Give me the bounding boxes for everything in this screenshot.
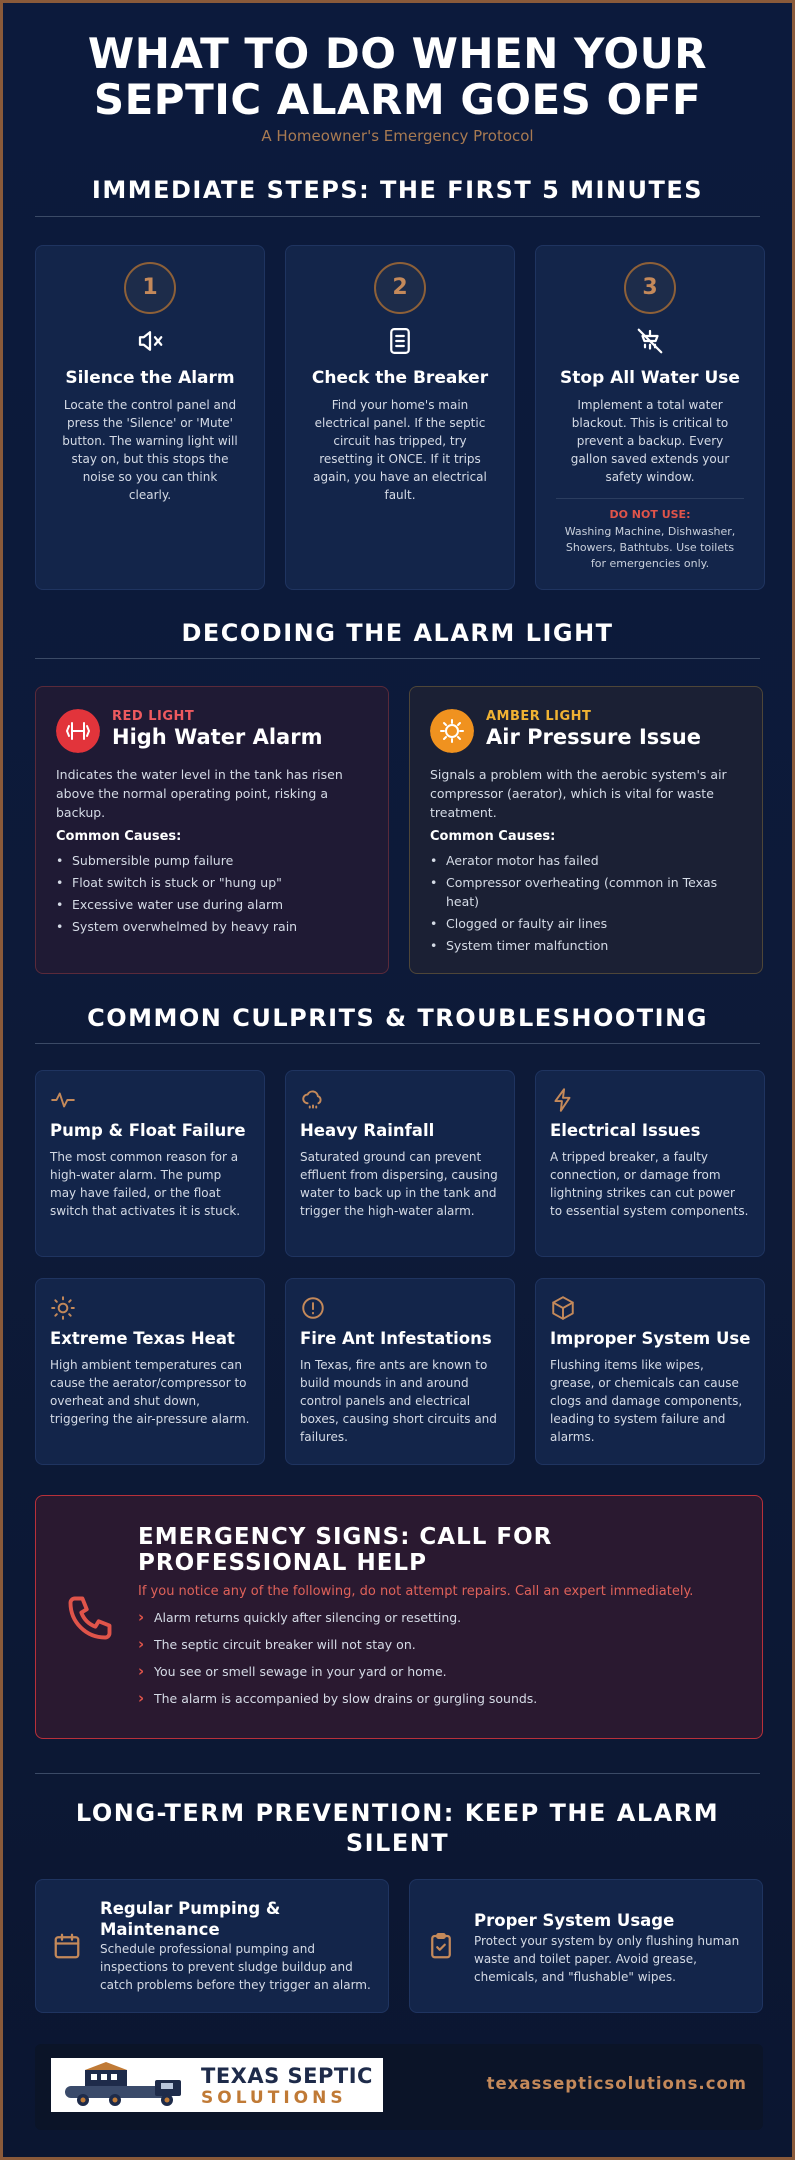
divider <box>35 658 760 659</box>
culprit-card <box>285 1278 515 1465</box>
box-icon <box>550 1295 576 1321</box>
speaker-mute-icon <box>135 326 165 356</box>
culprit-description: Saturated ground can prevent effluent from dispersing, causing water to back up in the tank and trigger the high-water alarm. <box>300 1150 498 1218</box>
causes-list <box>430 851 746 958</box>
culprit-description: Flushing items like wipes, grease, or chemicals can cause clogs and damage components, leading to system failure and alarms. <box>550 1358 743 1444</box>
step-number: 1 <box>124 262 176 314</box>
calendar-icon <box>52 1931 82 1961</box>
rain-cloud-icon <box>300 1087 326 1113</box>
company-logo <box>51 2058 383 2112</box>
emergency-subtitle: If you notice any of the following, do not attempt repairs. Call an expert immediately. <box>138 1584 694 1599</box>
phone-icon <box>64 1592 116 1644</box>
warning-text: Washing Machine, Dishwasher, Showers, Bathtubs. Use toilets for emergencies only. <box>564 525 736 570</box>
culprit-title: Fire Ant Infestations <box>300 1329 492 1348</box>
alert-circle-icon <box>300 1295 326 1321</box>
culprit-card <box>35 1070 265 1257</box>
step-card-1 <box>35 245 265 590</box>
culprit-title: Improper System Use <box>550 1329 751 1348</box>
logo-text-line1: TEXAS SEPTIC <box>201 2064 373 2088</box>
prevention-card <box>409 1879 763 2013</box>
step-card-3 <box>535 245 765 590</box>
list-item: • Clogged or faulty air lines <box>430 914 746 933</box>
causes-heading: Common Causes: <box>430 829 556 844</box>
list-item: › You see or smell sewage in your yard or home. <box>138 1664 537 1680</box>
step-number: 2 <box>374 262 426 314</box>
step-title: Silence the Alarm <box>65 368 235 388</box>
document-icon <box>385 326 415 356</box>
culprit-card <box>285 1070 515 1257</box>
pulse-icon <box>50 1087 76 1113</box>
list-item: › The alarm is accompanied by slow drains or gurgling sounds. <box>138 1691 537 1707</box>
footer <box>35 2044 763 2130</box>
page-title: WHAT TO DO WHEN YOUR SEPTIC ALARM GOES OFF <box>87 29 708 124</box>
list-item: • System overwhelmed by heavy rain <box>56 917 372 936</box>
no-water-icon <box>635 326 665 356</box>
list-item: • Excessive water use during alarm <box>56 895 372 914</box>
sun-icon <box>50 1295 76 1321</box>
emergency-panel <box>35 1495 763 1739</box>
causes-heading: Common Causes: <box>56 829 182 844</box>
culprits-heading: COMMON CULPRITS & TROUBLESHOOTING <box>87 1004 708 1032</box>
prevention-heading: LONG-TERM PREVENTION: KEEP THE ALARM SILENT <box>75 1799 720 1857</box>
alarm-kicker: AMBER LIGHT <box>486 709 592 724</box>
list-item: › Alarm returns quickly after silencing or resetting. <box>138 1610 537 1626</box>
list-item: • Aerator motor has failed <box>430 851 746 870</box>
culprit-description: A tripped breaker, a faulty connection, or damage from lightning strikes can cut power to essential system components. <box>550 1150 749 1218</box>
list-item: • System timer malfunction <box>430 936 746 955</box>
list-item: • Submersible pump failure <box>56 851 372 870</box>
step-number: 3 <box>624 262 676 314</box>
page-subtitle: A Homeowner's Emergency Protocol <box>261 127 534 145</box>
list-item: • Float switch is stuck or "hung up" <box>56 873 372 892</box>
prevention-description: Protect your system by only flushing human waste and toilet paper. Avoid grease, chemicals, and "flushable" wipes. <box>474 1934 740 1984</box>
septic-truck-logo-icon <box>55 2062 195 2108</box>
website-link[interactable]: texassepticsolutions.com <box>486 2074 747 2093</box>
lightning-icon <box>550 1087 576 1113</box>
warning-label: DO NOT USE: <box>609 508 691 521</box>
alarm-description: Signals a problem with the aerobic system's air compressor (aerator), which is vital for waste treatment. <box>430 767 727 820</box>
step-description: Find your home's main electrical panel. If the septic circuit has tripped, try resetting it ONCE. If it trips again, you have an electrical fault. <box>313 398 487 502</box>
divider <box>35 1043 760 1044</box>
step-title: Check the Breaker <box>311 368 489 388</box>
prevention-title: Proper System Usage <box>474 1911 675 1930</box>
red-alarm-icon <box>56 709 100 753</box>
emergency-title: EMERGENCY SIGNS: CALL FOR PROFESSIONAL HELP <box>138 1524 553 1576</box>
amber-alarm-icon <box>430 709 474 753</box>
culprit-title: Heavy Rainfall <box>300 1121 435 1140</box>
clipboard-check-icon <box>426 1931 456 1961</box>
emergency-list <box>138 1610 537 1718</box>
prevention-card <box>35 1879 389 2013</box>
alarm-light-heading: DECODING THE ALARM LIGHT <box>181 619 614 647</box>
culprit-card <box>535 1070 765 1257</box>
culprit-title: Pump & Float Failure <box>50 1121 246 1140</box>
step-description: Locate the control panel and press the 'Silence' or 'Mute' button. The warning light will stay on, but this stops the noise so you can think clearly. <box>62 398 238 502</box>
list-item: • Compressor overheating (common in Texas heat) <box>430 873 746 911</box>
alarm-title: Air Pressure Issue <box>486 725 701 749</box>
step-description: Implement a total water blackout. This is critical to prevent a backup. Every gallon saved extends your safety window. <box>570 398 730 484</box>
amber-light-card <box>409 686 763 974</box>
divider <box>556 498 744 499</box>
list-item: › The septic circuit breaker will not stay on. <box>138 1637 537 1653</box>
logo-text-line2: SOLUTIONS <box>201 2088 347 2108</box>
culprit-card <box>35 1278 265 1465</box>
culprit-description: The most common reason for a high-water alarm. The pump may have failed, or the float switch that activates it is stuck. <box>50 1150 241 1218</box>
alarm-kicker: RED LIGHT <box>112 709 195 724</box>
culprit-card <box>535 1278 765 1465</box>
step-title: Stop All Water Use <box>560 368 740 388</box>
prevention-title: Regular Pumping & Maintenance <box>100 1899 281 1939</box>
prevention-description: Schedule professional pumping and inspections to prevent sludge buildup and catch problems before they trigger an alarm. <box>100 1942 371 1992</box>
culprit-description: High ambient temperatures can cause the aerator/compressor to overheat and shut down, triggering the air-pressure alarm. <box>50 1358 250 1426</box>
culprit-description: In Texas, fire ants are known to build mounds in and around control panels and electrical boxes, causing short circuits and failures. <box>300 1358 497 1444</box>
alarm-title: High Water Alarm <box>112 725 323 749</box>
culprit-title: Extreme Texas Heat <box>50 1329 235 1348</box>
divider <box>35 1773 760 1774</box>
alarm-description: Indicates the water level in the tank has risen above the normal operating point, risking a backup. <box>56 767 343 820</box>
divider <box>35 216 760 217</box>
red-light-card <box>35 686 389 974</box>
culprit-title: Electrical Issues <box>550 1121 701 1140</box>
causes-list <box>56 851 372 939</box>
steps-heading: IMMEDIATE STEPS: THE FIRST 5 MINUTES <box>91 176 704 204</box>
step-card-2 <box>285 245 515 590</box>
